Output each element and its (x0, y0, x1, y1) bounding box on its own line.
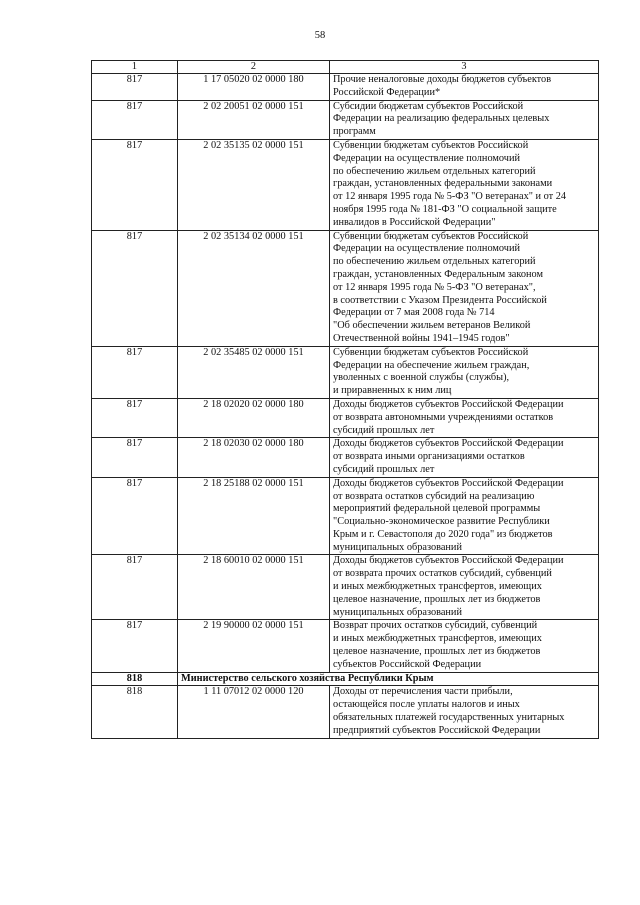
revenue-code-cell: 2 18 02020 02 0000 180 (178, 398, 330, 437)
admin-code-cell: 817 (92, 346, 178, 398)
revenue-code-cell: 1 11 07012 02 0000 120 (178, 686, 330, 738)
revenue-code-cell: 2 18 02030 02 0000 180 (178, 438, 330, 477)
admin-code-cell: 818 (92, 686, 178, 738)
table-row (92, 230, 599, 346)
revenue-name-cell: Прочие неналоговые доходы бюджетов субъектов Российской Федерации* (330, 74, 599, 101)
revenue-name-cell: Доходы бюджетов субъектов Российской Федерации от возврата остатков субсидий на реализацию мероприятий федеральной целевой программы "Социально-экономическое развитие Республики Крым и г. Севастополя до 2020 года" из бюджетов муниципальных образований (330, 477, 599, 555)
table-row (92, 139, 599, 230)
header-col-1: 1 (92, 61, 178, 74)
table-row (92, 686, 599, 738)
table-row (92, 438, 599, 477)
page-number: 58 (314, 30, 326, 41)
revenue-code-cell: 2 18 25188 02 0000 151 (178, 477, 330, 555)
revenue-name-cell: Субвенции бюджетам субъектов Российской Федерации на осуществление полномочий по обеспечению жильем отдельных категорий граждан, установленных федеральными законами от 12 января 1995 года № 5-ФЗ "О ветеранах" и от 24 ноября 1995 года № 181-ФЗ "О социальной защите инвалидов в Российской Федерации" (330, 139, 599, 230)
revenue-name-cell: Доходы бюджетов субъектов Российской Федерации от возврата прочих остатков субсидий, субвенций и иных межбюджетных трансфертов, имеющих целевое назначение, прошлых лет из бюджетов муниципальных образований (330, 555, 599, 620)
revenue-code-cell: 2 02 35135 02 0000 151 (178, 139, 330, 230)
table-row (92, 555, 599, 620)
revenue-name-cell: Субсидии бюджетам субъектов Российской Федерации на реализацию федеральных целевых программ (330, 100, 599, 139)
header-col-3: 3 (330, 61, 599, 74)
table-row (92, 346, 599, 398)
revenue-codes-table (91, 60, 599, 739)
admin-code-cell: 817 (92, 139, 178, 230)
table-row (92, 620, 599, 672)
revenue-code-cell: 2 02 35134 02 0000 151 (178, 230, 330, 346)
revenue-name-cell: Доходы бюджетов субъектов Российской Федерации от возврата иными организациями остатков субсидий прошлых лет (330, 438, 599, 477)
revenue-code-cell: 2 02 35485 02 0000 151 (178, 346, 330, 398)
section-title: Министерство сельского хозяйства Республики Крым (178, 672, 599, 686)
revenue-name-cell: Доходы бюджетов субъектов Российской Федерации от возврата автономными учреждениями остатков субсидий прошлых лет (330, 398, 599, 437)
table-row (92, 477, 599, 555)
admin-code-cell: 817 (92, 398, 178, 437)
section-row (92, 672, 599, 686)
table-row (92, 74, 599, 101)
revenue-code-cell: 2 18 60010 02 0000 151 (178, 555, 330, 620)
revenue-code-cell: 2 19 90000 02 0000 151 (178, 620, 330, 672)
section-admin-code: 818 (92, 672, 178, 686)
admin-code-cell: 817 (92, 477, 178, 555)
header-col-2: 2 (178, 61, 330, 74)
admin-code-cell: 817 (92, 100, 178, 139)
admin-code-cell: 817 (92, 555, 178, 620)
table-row (92, 100, 599, 139)
header-row (92, 61, 599, 74)
revenue-name-cell: Субвенции бюджетам субъектов Российской Федерации на обеспечение жильем граждан, уволенных с военной службы (службы), и приравненных к ним лиц (330, 346, 599, 398)
admin-code-cell: 817 (92, 438, 178, 477)
admin-code-cell: 817 (92, 230, 178, 346)
revenue-code-cell: 1 17 05020 02 0000 180 (178, 74, 330, 101)
table-row (92, 398, 599, 437)
admin-code-cell: 817 (92, 620, 178, 672)
revenue-name-cell: Возврат прочих остатков субсидий, субвенций и иных межбюджетных трансфертов, имеющих целевое назначение, прошлых лет из бюджетов субъектов Российской Федерации (330, 620, 599, 672)
revenue-code-cell: 2 02 20051 02 0000 151 (178, 100, 330, 139)
revenue-name-cell: Субвенции бюджетам субъектов Российской Федерации на осуществление полномочий по обеспечению жильем отдельных категорий граждан, установленных Федеральным законом от 12 января 1995 года № 5-ФЗ "О ветеранах", в соответствии с Указом Президента Российской Федерации от 7 мая 2008 года № 714 "Об обеспечении жильем ветеранов Великой Отечественной войны 1941–1945 годов" (330, 230, 599, 346)
admin-code-cell: 817 (92, 74, 178, 101)
revenue-name-cell: Доходы от перечисления части прибыли, остающейся после уплаты налогов и иных обязательных платежей государственных унитарных предприятий субъектов Российской Федерации (330, 686, 599, 738)
